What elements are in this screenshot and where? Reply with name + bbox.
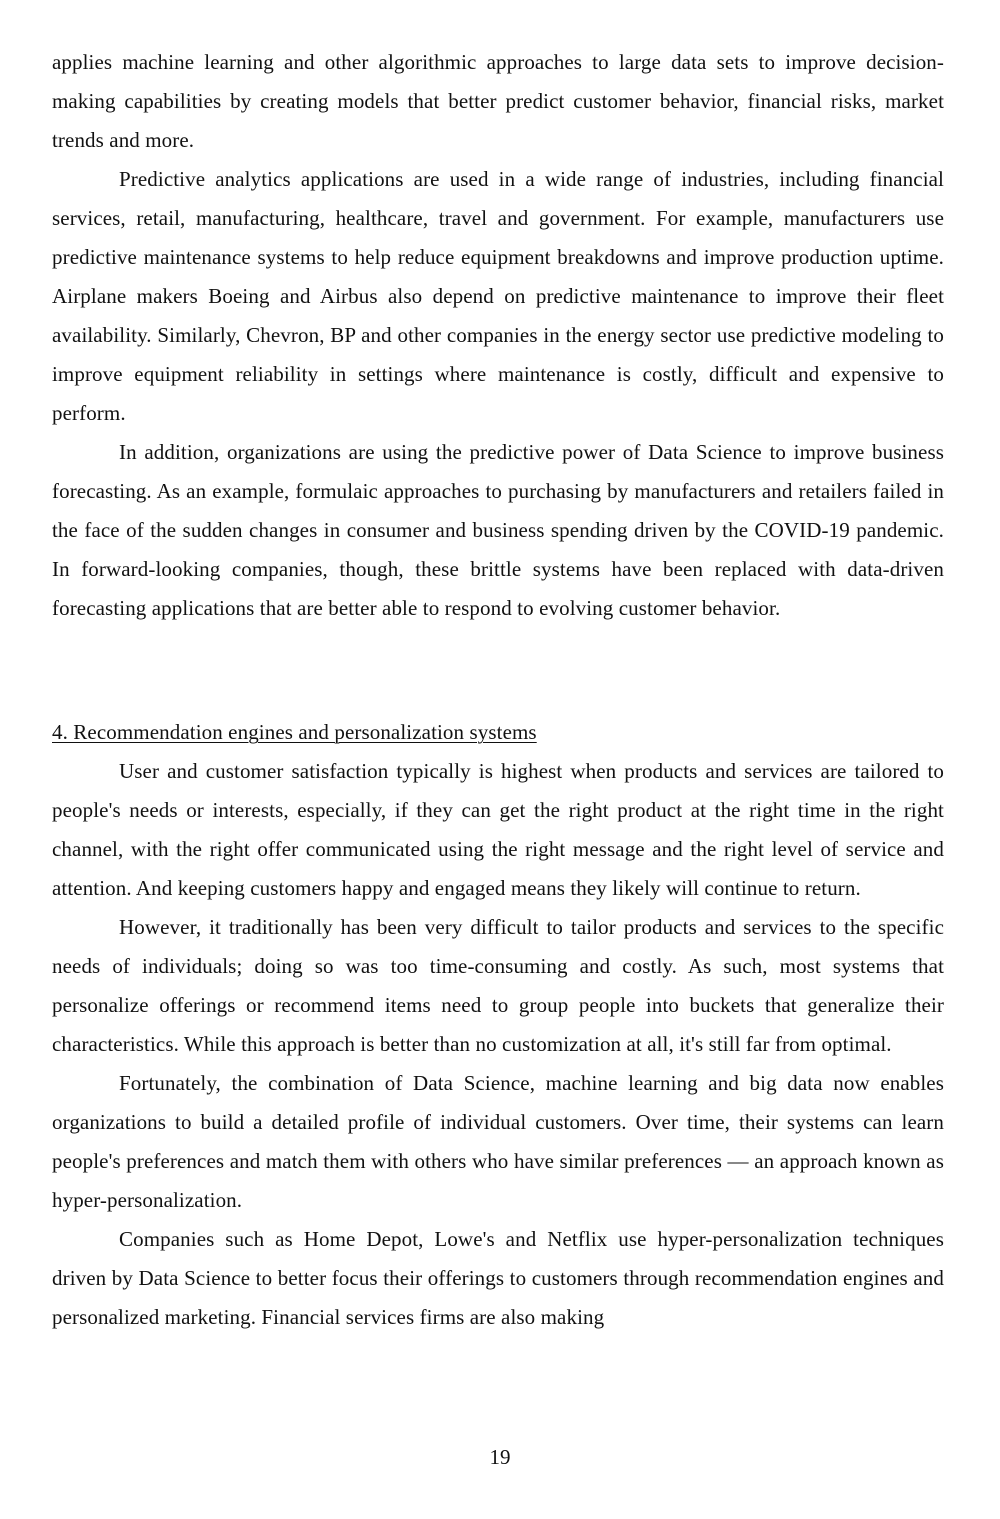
paragraph-customer-satisfaction: User and customer satisfaction typically is highest when products and services are tailored to people's needs or interests, especially, if they can get the right product at the right time in the right channel, with the right offer communicated using the right message and the right level of service and attention. And keeping customers happy and engaged means they likely will continue to return. bbox=[52, 759, 944, 900]
paragraph-tailoring-difficulty: However, it traditionally has been very difficult to tailor products and services to the specific needs of individuals; doing so was too time-consuming and costly. As such, most systems that personalize offerings or recommend items need to group people into buckets that generalize their characteristics. While this approach is better than no customization at all, it's still far from optimal. bbox=[52, 915, 944, 1056]
page-number: 19 bbox=[489, 1445, 511, 1469]
paragraph-hyper-personalization: Fortunately, the combination of Data Science, machine learning and big data now enables organizations to build a detailed profile of individual customers. Over time, their systems can learn people's preferences and match them with others who have similar preferences — an approach known as hyper-personalization. bbox=[52, 1071, 944, 1212]
top-text-block bbox=[52, 43, 944, 628]
section-heading: 4. Recommendation engines and personalization systems bbox=[52, 720, 537, 744]
bottom-text-block bbox=[52, 713, 944, 1337]
paragraph-predictive-analytics-industries: Predictive analytics applications are used in a wide range of industries, including financial services, retail, manufacturing, healthcare, travel and government. For example, manufacturers use predictive maintenance systems to help reduce equipment breakdowns and improve production uptime. Airplane makers Boeing and Airbus also depend on predictive maintenance to improve their fleet availability. Similarly, Chevron, BP and other companies in the energy sector use predictive modeling to improve equipment reliability in settings where maintenance is costly, difficult and expensive to perform. bbox=[52, 167, 944, 425]
paragraph-companies-examples: Companies such as Home Depot, Lowe's and Netflix use hyper-personalization techniques driven by Data Science to better focus their offerings to customers through recommendation engines and personalized marketing. Financial services firms are also making bbox=[52, 1227, 944, 1329]
paragraph-business-forecasting: In addition, organizations are using the predictive power of Data Science to improve business forecasting. As an example, formulaic approaches to purchasing by manufacturers and retailers failed in the face of the sudden changes in consumer and business spending driven by the COVID-19 pandemic. In forward-looking companies, though, these brittle systems have been replaced with data-driven forecasting applications that are better able to respond to evolving customer behavior. bbox=[52, 440, 944, 620]
paragraph-continuation: applies machine learning and other algorithmic approaches to large data sets to improve decision-making capabilities by creating models that better predict customer behavior, financial risks, market trends and more. bbox=[52, 50, 944, 152]
